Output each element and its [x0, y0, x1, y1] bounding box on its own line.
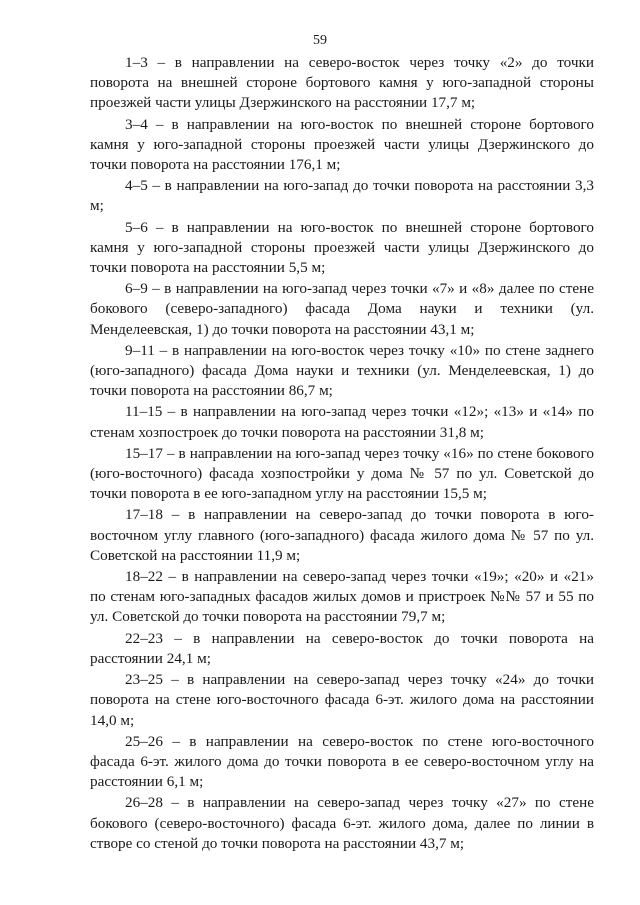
paragraph-segment-23-25: 23–25 – в направлении на северо-запад через точку «24» до точки поворота на стене юго-восточного фасада 6-эт. жилого дома на расстоянии 14,0 м;	[90, 671, 594, 729]
paragraph-segment-25-26: 25–26 – в направлении на северо-восток по стене юго-восточного фасада 6-эт. жилого дома до точки поворота в ее северо-восточном углу на расстоянии 6,1 м;	[90, 732, 594, 791]
document-body	[90, 53, 594, 855]
paragraph-segment-11-15: 11–15 – в направлении на юго-запад через точки «12»; «13» и «14» по стенам хозпостроек до точки поворота на расстоянии 31,8 м;	[90, 403, 594, 441]
paragraph-segment-9-11: 9–11 – в направлении на юго-восток через точку «10» по стене заднего (юго-западного) фасада Дома науки и техники (ул. Менделеевская, 1) до точки поворота на расстоянии 86,7 м;	[90, 341, 594, 400]
paragraph-segment-22-23: 22–23 – в направлении на северо-восток до точки поворота на расстоянии 24,1 м;	[90, 629, 594, 667]
paragraph-segment-17-18: 17–18 – в направлении на северо-запад до точки поворота в юго-восточном углу главного (юго-западного) фасада жилого дома № 57 по ул. Советской на расстоянии 11,9 м;	[90, 506, 594, 564]
paragraph-segment-5-6: 5–6 – в направлении на юго-восток по внешней стороне бортового камня у юго-западной стороны проезжей части улицы Дзержинского до точки поворота на расстоянии 5,5 м;	[90, 218, 594, 277]
paragraph-segment-3-4: 3–4 – в направлении на юго-восток по внешней стороне бортового камня у юго-западной стороны проезжей части улицы Дзержинского до точки поворота на расстоянии 176,1 м;	[90, 115, 594, 174]
paragraph-segment-18-22: 18–22 – в направлении на северо-запад через точки «19»; «20» и «21» по стенам юго-западных фасадов жилых домов и пристроек №№ 57 и 55 по ул. Советской до точки поворота на расстоянии 79,7 м;	[90, 568, 594, 626]
page-number: 59	[313, 33, 327, 48]
paragraph-segment-15-17: 15–17 – в направлении на юго-запад через точку «16» по стене бокового (юго-восточного) фасада хозпостройки у дома № 57 по ул. Советской до точки поворота в ее юго-западном углу на расстоянии 15,5 м;	[90, 444, 594, 503]
paragraph-segment-1-3: 1–3 – в направлении на северо-восток через точку «2» до точки поворота на внешней стороне бортового камня у юго-западной стороны проезжей части улицы Дзержинского на расстоянии 17,7 м;	[90, 54, 594, 112]
paragraph-segment-6-9: 6–9 – в направлении на юго-запад через точки «7» и «8» далее по стене бокового (северо-западного) фасада Дома науки и техники (ул. Менделеевская, 1) до точки поворота на расстоянии 43,1 м;	[90, 280, 594, 338]
paragraph-segment-26-28: 26–28 – в направлении на северо-запад через точку «27» по стене бокового (северо-восточного) фасада 6-эт. жилого дома, далее по линии в створе со стеной до точки поворота на расстоянии 43,7 м;	[90, 794, 594, 852]
paragraph-segment-4-5: 4–5 – в направлении на юго-запад до точки поворота на расстоянии 3,3 м;	[90, 177, 594, 215]
